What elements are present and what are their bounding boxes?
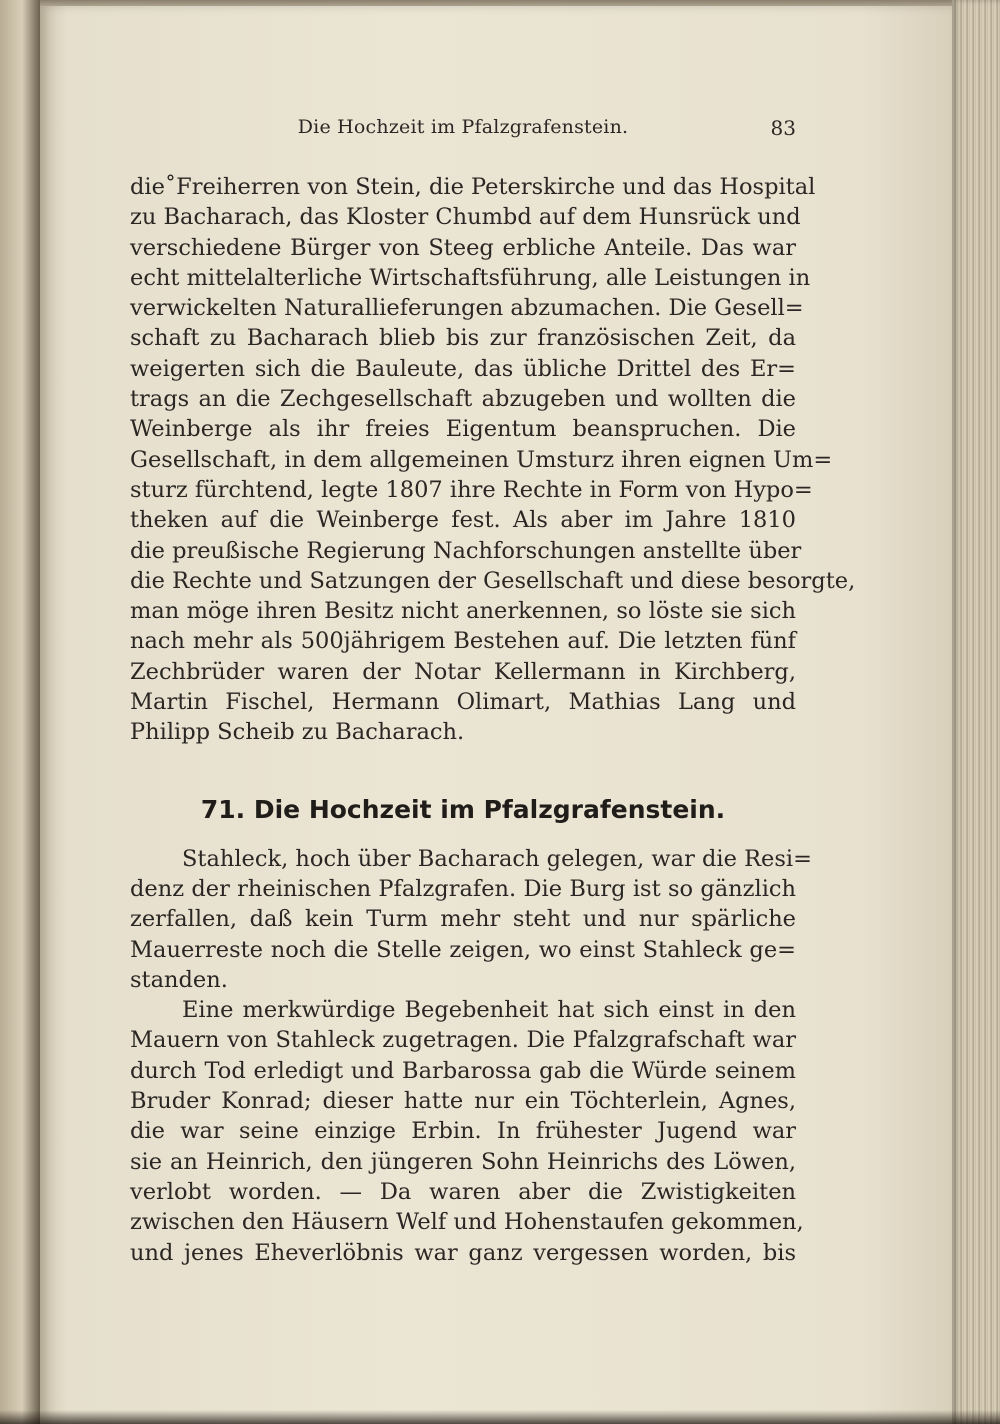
page-stack-edge — [952, 0, 1000, 1424]
left-page-edge — [0, 0, 40, 1424]
text-line: Gesellschaft, in dem allgemeinen Umsturz ihren eignen Um= — [130, 446, 833, 473]
text-line: nach mehr als 500jährigem Bestehen auf. Die letzten fünf — [130, 628, 796, 655]
text-line: die war seine einzige Erbin. In frühester Jugend war — [130, 1118, 796, 1145]
text-line: man möge ihren Besitz nicht anerkennen, so löste sie sich — [130, 598, 796, 625]
running-title: Die Hochzeit im Pfalzgrafenstein. — [297, 116, 629, 138]
text-line: verlobt worden. — Da waren aber die Zwistigkeiten — [130, 1178, 796, 1205]
text-line: denz der rheinischen Pfalzgrafen. Die Burg ist so gänzlich — [130, 875, 796, 902]
text-line: standen. — [130, 966, 228, 993]
text-line: theken auf die Weinberge fest. Als aber im Jahre 1810 — [130, 507, 796, 534]
text-line: trags an die Zechgesellschaft abzugeben und wollten die — [130, 386, 796, 413]
text-line: Philipp Scheib zu Bacharach. — [130, 719, 465, 746]
text-line: die preußische Regierung Nachforschungen anstellte über — [130, 537, 802, 564]
text-line: Martin Fischel, Hermann Olimart, Mathias Lang und — [130, 689, 796, 716]
paragraph-3 — [130, 995, 804, 1268]
text-line: weigerten sich die Bauleute, das übliche Drittel des Er= — [130, 355, 796, 382]
text-line: Stahleck, hoch über Bacharach gelegen, war die Resi= — [182, 845, 812, 872]
page-number: 83 — [770, 116, 796, 140]
page-header — [130, 116, 796, 146]
text-line: die˚Freiherren von Stein, die Peterskirche und das Hospital — [130, 174, 816, 200]
text-line: verwickelten Naturallieferungen abzumachen. Die Gesell= — [130, 295, 804, 322]
paragraph-1 — [130, 172, 856, 748]
bottom-shadow — [0, 1410, 1000, 1424]
text-line: echt mittelalterliche Wirtschaftsführung, alle Leistungen in — [130, 264, 811, 291]
text-line: durch Tod erledigt und Barbarossa gab die Würde seinem — [130, 1057, 796, 1084]
text-line: zerfallen, daß kein Turm mehr steht und nur spärliche — [130, 906, 796, 933]
text-line: Mauern von Stahleck zugetragen. Die Pfalzgrafschaft war — [130, 1027, 796, 1054]
text-line: sie an Heinrich, den jüngeren Sohn Heinrichs des Löwen, — [130, 1148, 796, 1175]
text-line: Bruder Konrad; dieser hatte nur ein Töchterlein, Agnes, — [130, 1088, 796, 1115]
text-line: Mauerreste noch die Stelle zeigen, wo einst Stahleck ge= — [130, 936, 796, 963]
text-line: zu Bacharach, das Kloster Chumbd auf dem Hunsrück und — [130, 204, 801, 231]
text-line: zwischen den Häusern Welf und Hohenstaufen gekommen, — [130, 1209, 804, 1236]
section-heading: 71. Die Hochzeit im Pfalzgrafenstein. — [200, 794, 726, 824]
text-line: schaft zu Bacharach blieb bis zur französischen Zeit, da — [130, 325, 796, 352]
text-line: Weinberge als ihr freies Eigentum beanspruchen. Die — [130, 416, 796, 443]
paragraph-2 — [130, 844, 812, 995]
text-line: verschiedene Bürger von Steeg erbliche Anteile. Das war — [130, 234, 796, 261]
text-line: sturz fürchtend, legte 1807 ihre Rechte in Form von Hypo= — [130, 476, 813, 503]
text-line: und jenes Eheverlöbnis war ganz vergessen worden, bis — [130, 1239, 796, 1266]
text-line: Zechbrüder waren der Notar Kellermann in Kirchberg, — [130, 658, 796, 685]
text-line: Eine merkwürdige Begebenheit hat sich einst in den — [182, 997, 796, 1024]
text-line: die Rechte und Satzungen der Gesellschaft und diese besorgte, — [130, 567, 856, 594]
body-text — [130, 172, 856, 1268]
